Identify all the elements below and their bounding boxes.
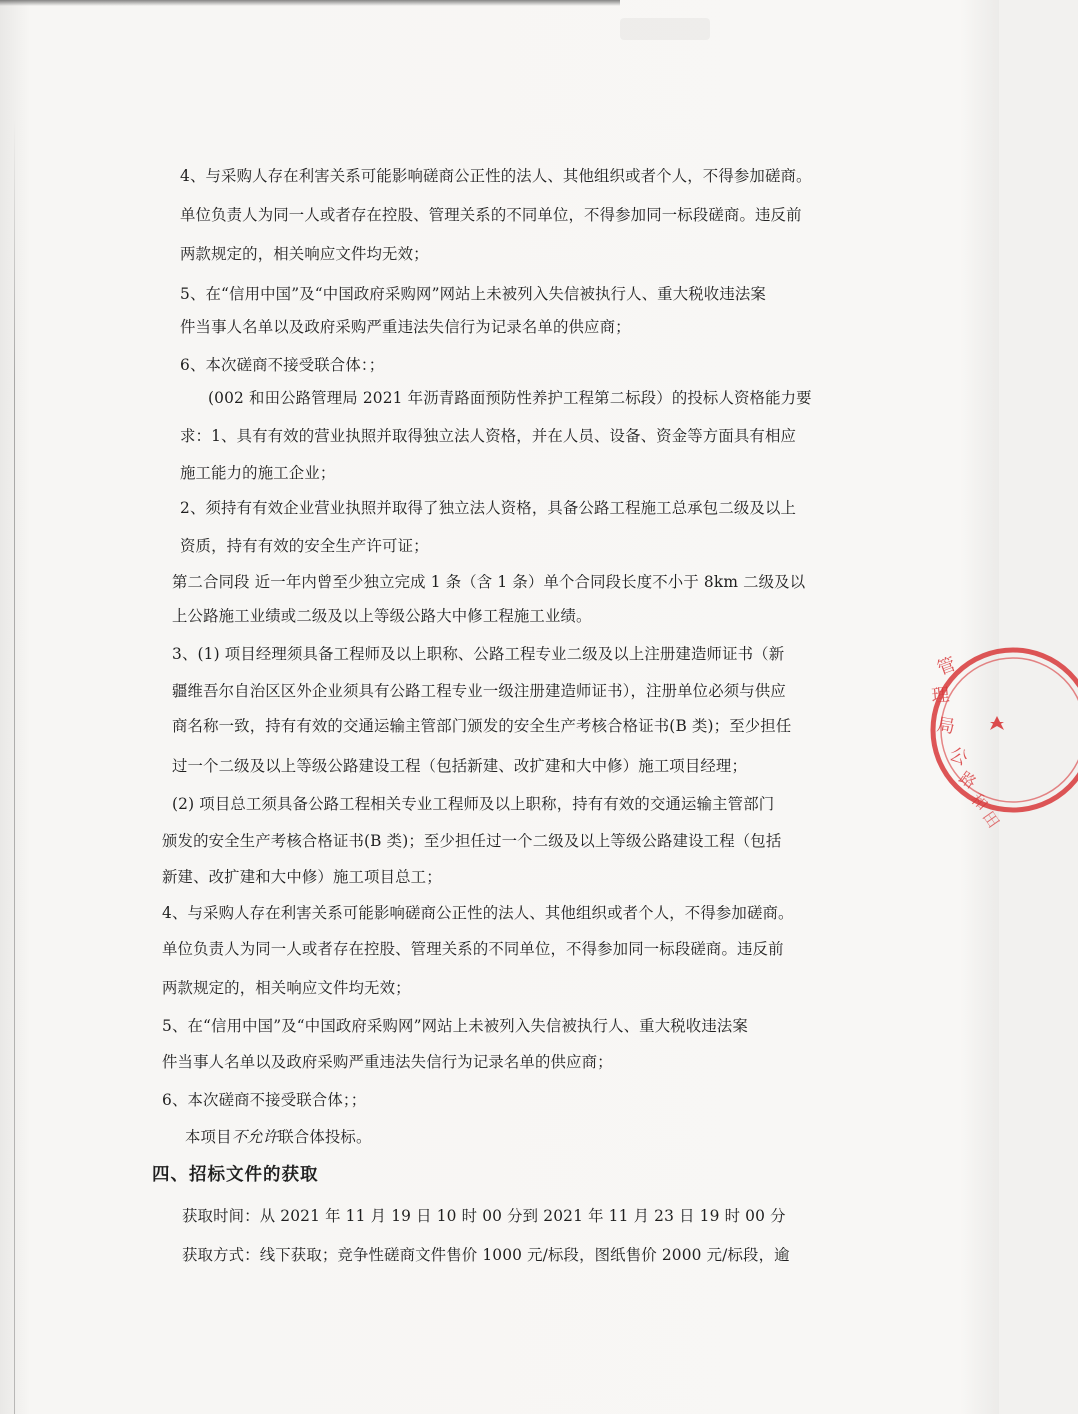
text-line: 疆维吾尔自治区区外企业须具有公路工程专业一级注册建造师证书），注册单位必须与供应 bbox=[172, 682, 786, 700]
svg-text:公: 公 bbox=[945, 743, 972, 771]
text-line: 4、与采购人存在利害关系可能影响磋商公正性的法人、其他组织或者个人，不得参加磋商。 bbox=[180, 167, 812, 185]
text-line: 上公路施工业绩或二级及以上等级公路大中修工程施工业绩。 bbox=[172, 607, 592, 625]
page-fold-edge bbox=[14, 120, 15, 1414]
text-line: 求：1、具有有效的营业执照并取得独立法人资格，并在人员、设备、资金等方面具有相应 bbox=[180, 427, 797, 445]
company-seal bbox=[918, 630, 1078, 830]
text-line: 5、在“信用中国”及“中国政府采购网”网站上未被列入失信被执行人、重大税收违法案 bbox=[162, 1017, 748, 1035]
acquire-time: 获取时间：从 2021 年 11 月 19 日 10 时 00 分到 2021 年 11 月 23 日 19 时 00 分 bbox=[182, 1207, 786, 1225]
text-line: 件当事人名单以及政府采购严重违法失信行为记录名单的供应商； bbox=[180, 318, 631, 336]
text-line: 单位负责人为同一人或者存在控股、管理关系的不同单位，不得参加同一标段磋商。违反前 bbox=[162, 940, 784, 958]
show-through-mark bbox=[620, 18, 710, 40]
text-line: (2) 项目总工须具备公路工程相关专业工程师及以上职称，持有有效的交通运输主管部门 bbox=[172, 795, 775, 813]
text-line: 新建、改扩建和大中修）施工项目总工； bbox=[162, 868, 442, 886]
text-line: 4、与采购人存在利害关系可能影响磋商公正性的法人、其他组织或者个人，不得参加磋商。 bbox=[162, 904, 794, 922]
text-line: 3、(1) 项目经理须具备工程师及以上职称、公路工程专业二级及以上注册建造师证书（新 bbox=[172, 645, 785, 663]
svg-text:和: 和 bbox=[967, 789, 992, 815]
text-line: 5、在“信用中国”及“中国政府采购网”网站上未被列入失信被执行人、重大税收违法案 bbox=[180, 285, 766, 303]
svg-text:田: 田 bbox=[978, 807, 1004, 832]
text-line: 颁发的安全生产考核合格证书(B 类)；至少担任过一个二级及以上等级公路建设工程（包括 bbox=[162, 832, 782, 850]
joint-venture-note bbox=[185, 1126, 372, 1148]
text-line: 单位负责人为同一人或者存在控股、管理关系的不同单位，不得参加同一标段磋商。违反前 bbox=[180, 206, 802, 224]
text-line: 商名称一致，持有有效的交通运输主管部门颁发的安全生产考核合格证书(B 类)；至少担任 bbox=[172, 717, 792, 735]
acquire-method: 获取方式：线下获取；竞争性磋商文件售价 1000 元/标段，图纸售价 2000 元/标段，逾 bbox=[182, 1246, 790, 1264]
joint-note-prefix: 本项目 bbox=[185, 1128, 232, 1146]
joint-note-suffix: 联合体投标。 bbox=[278, 1128, 372, 1146]
text-line: 过一个二级及以上等级公路建设工程（包括新建、改扩建和大中修）施工项目经理； bbox=[172, 757, 748, 775]
text-line: 2、须持有有效企业营业执照并取得了独立法人资格，具备公路工程施工总承包二级及以上 bbox=[180, 499, 797, 517]
svg-text:路: 路 bbox=[955, 767, 980, 793]
scan-shadow-top bbox=[0, 0, 620, 6]
section-heading: 四、招标文件的获取 bbox=[152, 1165, 319, 1185]
text-line: (002 和田公路管理局 2021 年沥青路面预防性养护工程第二标段）的投标人资格能力要 bbox=[208, 389, 812, 407]
handwritten-insert: 不允许 bbox=[231, 1128, 279, 1146]
svg-text:局: 局 bbox=[935, 714, 957, 739]
text-line: 施工能力的施工企业； bbox=[180, 464, 336, 482]
svg-text:管: 管 bbox=[934, 653, 959, 680]
text-line: 资质，持有有效的安全生产许可证； bbox=[180, 537, 429, 555]
text-line: 6、本次磋商不接受联合体：； bbox=[180, 356, 385, 374]
svg-text:理: 理 bbox=[930, 684, 951, 707]
text-line: 6、本次磋商不接受联合体；； bbox=[162, 1091, 367, 1109]
text-line: 两款规定的，相关响应文件均无效； bbox=[162, 979, 411, 997]
text-line: 第二合同段 近一年内曾至少独立完成 1 条（含 1 条）单个合同段长度不小于 8km 二级及以 bbox=[172, 573, 806, 591]
text-line: 件当事人名单以及政府采购严重违法失信行为记录名单的供应商； bbox=[162, 1053, 613, 1071]
text-line: 两款规定的，相关响应文件均无效； bbox=[180, 245, 429, 263]
